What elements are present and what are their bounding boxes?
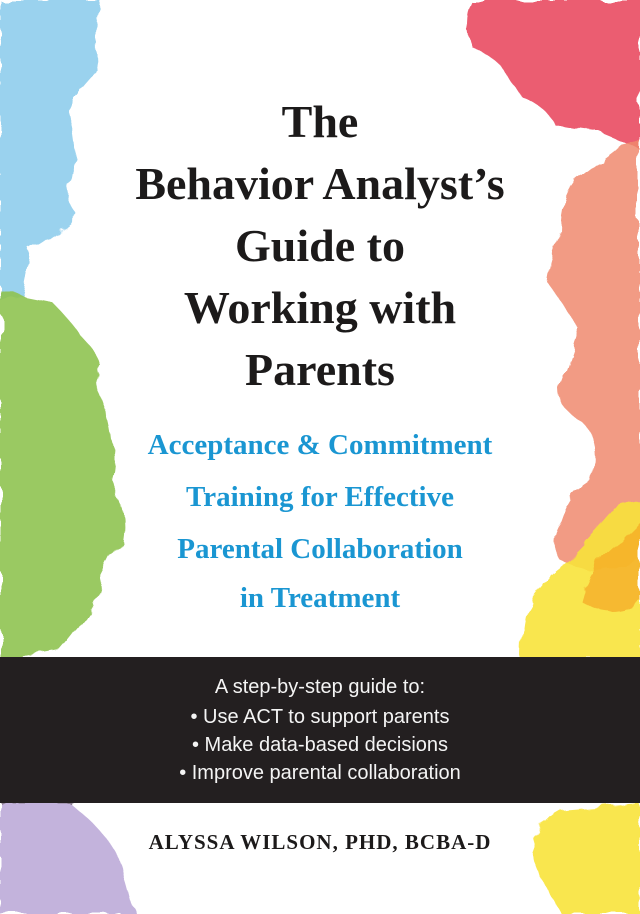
- purple-watercolor: [0, 803, 135, 914]
- title-line: Working with: [183, 282, 457, 333]
- band-bullet: • Make data-based decisions: [191, 734, 449, 756]
- subtitle-line: Training for Effective: [186, 481, 454, 513]
- title-line: Behavior Analyst’s: [135, 158, 505, 209]
- title-line: Parents: [245, 344, 395, 395]
- title-line: Guide to: [235, 220, 405, 271]
- subtitle-line: Parental Collaboration: [177, 533, 463, 565]
- subtitle-line: in Treatment: [239, 582, 401, 614]
- author-name: ALYSSA WILSON, PHD, BCBA-D: [148, 830, 492, 854]
- band-bullet: • Use ACT to support parents: [190, 706, 450, 728]
- band-lead: A step-by-step guide to:: [214, 676, 426, 698]
- subtitle-line: Acceptance & Commitment: [147, 429, 493, 461]
- feature-band: [0, 657, 640, 803]
- title-line: The: [281, 96, 359, 147]
- band-bullet: • Improve parental collaboration: [179, 762, 461, 784]
